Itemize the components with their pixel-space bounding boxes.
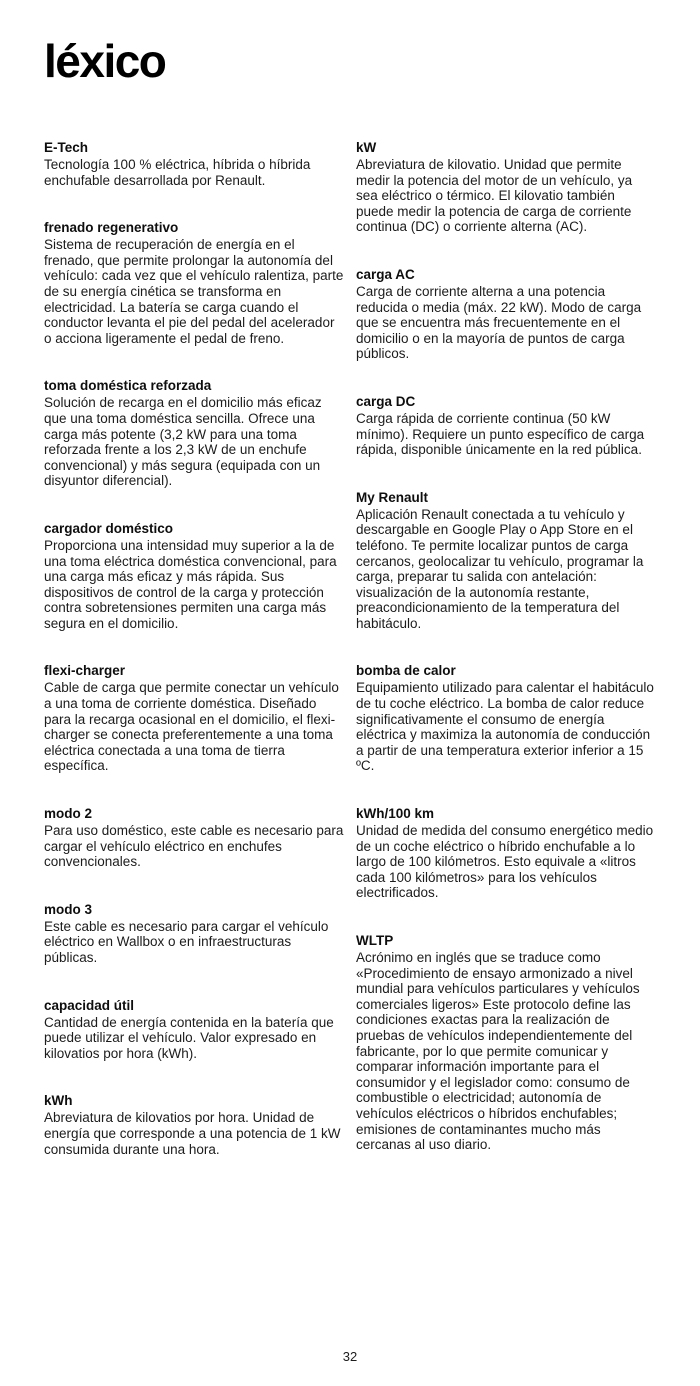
glossary-entry — [356, 267, 656, 362]
glossary-term: capacidad útil — [44, 997, 135, 1013]
glossary-definition: Carga rápida de corriente continua (50 kW mínimo). Requiere un punto específico de carga rápida, disponible únicamente en la red pública. — [356, 410, 645, 458]
glossary-term: flexi-charger — [44, 663, 126, 679]
glossary-entry — [356, 663, 656, 774]
glossary-term: My Renault — [356, 489, 429, 505]
glossary-term: toma doméstica reforzada — [44, 378, 212, 394]
glossary-definition: Para uso doméstico, este cable es necesario para cargar el vehículo eléctrico en enchufes convencionales. — [44, 823, 344, 870]
glossary-entry — [44, 806, 344, 870]
glossary-term: kW — [356, 140, 377, 155]
glossary-entry — [356, 140, 656, 235]
glossary-term: kWh/100 km — [356, 806, 435, 822]
glossary-entry — [44, 902, 344, 966]
left-column — [44, 140, 344, 1189]
page-title: léxico — [44, 35, 166, 87]
glossary-definition: Abreviatura de kilovatio. Unidad que permite medir la potencia del motor de un vehículo, ya sea eléctrico o térmico. El kilovatio también puede medir la potencia de carga de corriente continua (DC) o corriente alterna (AC). — [356, 157, 633, 235]
glossary-columns — [44, 140, 656, 1189]
glossary-entry — [44, 998, 344, 1062]
glossary-entry — [44, 521, 344, 632]
glossary-term: carga DC — [356, 393, 416, 409]
glossary-definition: Sistema de recuperación de energía en el frenado, que permite prolongar la autonomía del vehículo: cada vez que el vehículo ralentiza, parte de su energía cinética se transforma en electricidad. La batería se carga cuando el conductor levanta el pie del pedal del acelerador o acciona ligeramente el pedal de freno. — [44, 237, 344, 346]
right-column — [356, 140, 656, 1189]
glossary-term: kWh — [44, 1093, 73, 1109]
glossary-definition: Cantidad de energía contenida en la batería que puede utilizar el vehículo. Valor expresado en kilovatios por hora (kWh). — [44, 1014, 334, 1061]
glossary-entry — [44, 663, 344, 774]
glossary-entry — [44, 220, 344, 346]
glossary-term: WLTP — [356, 933, 394, 948]
glossary-entry — [356, 490, 656, 632]
glossary-definition: Tecnología 100 % eléctrica, híbrida o híbrida enchufable desarrollada por Renault. — [44, 157, 311, 188]
glossary-entry — [356, 394, 656, 458]
glossary-term: modo 3 — [44, 901, 93, 917]
page-number: 32 — [342, 1349, 358, 1364]
glossary-definition: Abreviatura de kilovatios por hora. Unidad de energía que corresponde a una potencia de 1 kW consumida durante una hora. — [44, 1110, 341, 1157]
glossary-definition: Equipamiento utilizado para calentar el habitáculo de tu coche eléctrico. La bomba de calor reduce significativamente el consumo de energía eléctrica y maximiza la autonomía de conducción a partir de una temperatura exterior inferior a 15 ºC. — [356, 680, 654, 774]
glossary-definition: Proporciona una intensidad muy superior a la de una toma eléctrica doméstica convencional, para una carga más eficaz y más rápida. Sus dispositivos de control de la carga y protección contra sobretensiones permiten una carga más segura en el domicilio. — [44, 537, 337, 631]
glossary-definition: Aplicación Renault conectada a tu vehículo y descargable en Google Play o App Store en el teléfono. Te permite localizar puntos de carga cercanos, geolocalizar tu vehículo, programar la carga, preparar tu salida con antelación: visualización de la autonomía restante, preacondicionamiento de la temperatura del habitáculo. — [356, 506, 644, 631]
glossary-term: E-Tech — [44, 140, 89, 155]
glossary-term: bomba de calor — [356, 663, 456, 679]
glossary-definition: Solución de recarga en el domicilio más eficaz que una toma doméstica sencilla. Ofrece una carga más potente (3,2 kW para una toma reforzada frente a los 2,3 kW de un enchufe convencional) y más segura (equipada con un disyuntor diferencial). — [44, 395, 322, 489]
glossary-definition: Carga de corriente alterna a una potencia reducida o media (máx. 22 kW). Modo de carga que se encuentra más frecuentemente en el domicilio o en la mayoría de puntos de carga públicos. — [356, 283, 642, 362]
glossary-term: carga AC — [356, 266, 415, 282]
glossary-definition: Acrónimo en inglés que se traduce como «Procedimiento de ensayo armonizado a nivel mundial para vehículos particulares y vehículos comerciales ligeros» Este protocolo define las condiciones exactas para la realización de pruebas de vehículos independientemente del fabricante, por lo que permite comunicar y comparar información importante para el consumidor y el legislador como: consumo de combustible o electricidad; autonomía de vehículos eléctricos o híbridos enchufables; emisiones de contaminantes mucho más cercanas al uso diario. — [356, 950, 640, 1153]
glossary-entry — [44, 1093, 344, 1157]
glossary-term: modo 2 — [44, 806, 93, 822]
glossary-definition: Cable de carga que permite conectar un vehículo a una toma de corriente doméstica. Diseñado para la recarga ocasional en el domicilio, el flexi-charger se conecta preferentemente a una toma eléctrica conectada a una toma de tierra específica. — [44, 680, 339, 774]
glossary-definition: Unidad de medida del consumo energético medio de un coche eléctrico o híbrido enchufable a lo largo de 100 kilómetros. Esto equivale a «litros cada 100 kilómetros» para los vehículos electrificados. — [356, 823, 654, 901]
glossary-definition: Este cable es necesario para cargar el vehículo eléctrico en Wallbox o en infraestructuras públicas. — [44, 918, 329, 965]
glossary-entry — [44, 378, 344, 489]
glossary-entry — [356, 806, 656, 901]
glossary-term: frenado regenerativo — [44, 220, 179, 236]
glossary-term: cargador doméstico — [44, 520, 174, 536]
glossary-entry — [356, 933, 656, 1153]
glossary-entry — [44, 140, 344, 188]
